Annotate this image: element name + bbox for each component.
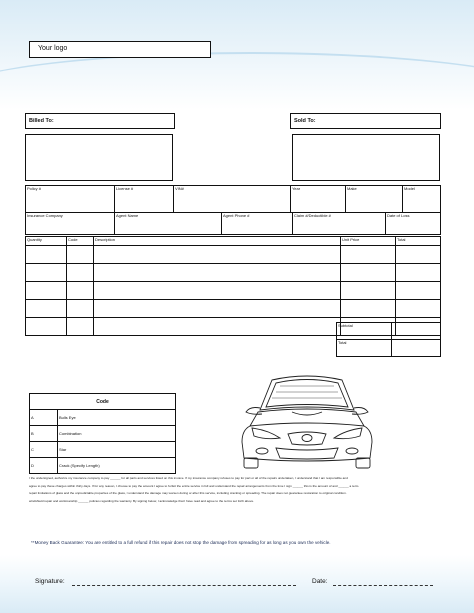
car-front-diagram[interactable] — [232, 368, 382, 473]
code-description: Crack (Specify Length) — [58, 458, 176, 474]
billed-to-header: Billed To: — [25, 113, 175, 129]
code-cell[interactable] — [67, 318, 94, 336]
code-letter: D — [30, 458, 58, 474]
vin-cell[interactable] — [174, 186, 291, 213]
terms-line: I the undersigned, authorize my insurance company to pay ______ for all parts and services listed on this invoice. If my insurance company refuses to pay for part or all of the repairs undertaken, I understand that I am responsible and — [29, 476, 348, 480]
agent-phone-label: Agent Phone # — [223, 213, 250, 218]
terms-line: repair limitations of glass and the unpredictable properties of the glass, I understand the damage may worsen during or after this service, including cracking or spreading. The repair does not guarantee restoration to original condition. — [29, 491, 347, 496]
signature-label: Signature: — [35, 578, 65, 585]
terms-fine-print — [29, 475, 441, 505]
description-cell[interactable] — [94, 246, 341, 264]
insurance-info-table — [25, 212, 441, 235]
model-cell[interactable] — [403, 186, 441, 213]
model-label: Model — [404, 186, 415, 191]
year-cell[interactable] — [291, 186, 346, 213]
license-cell[interactable] — [115, 186, 174, 213]
terms-line: agree to pay these charges within thirty days. If for any reason, I choose to pay the amount I agree to forfeit the entire service in full and understand the repair arrangements from the time I sign ______ this is the amount of and ______ a term. — [29, 483, 360, 488]
logo-placeholder[interactable]: Your logo — [29, 41, 211, 58]
date-label: Date: — [312, 578, 328, 585]
table-row — [26, 246, 441, 264]
quantity-cell[interactable] — [26, 300, 67, 318]
table-row — [26, 300, 441, 318]
code-legend-title: Code — [30, 394, 176, 410]
quantity-cell[interactable] — [26, 282, 67, 300]
money-back-guarantee: **Money Back Guarantee: You are entitled to a full refund if this repair does not stop the damage from spreading for as long as you own the vehicle. — [31, 540, 331, 545]
vin-label: VIN# — [175, 186, 184, 191]
unit-price-cell[interactable] — [341, 282, 396, 300]
sold-to-field[interactable] — [292, 134, 440, 181]
insurance-company-cell[interactable] — [26, 213, 115, 235]
claim-deductible-label: Claim #/Deductible # — [294, 213, 331, 218]
policy-label: Policy # — [27, 186, 42, 191]
description-cell[interactable] — [94, 264, 341, 282]
table-row — [26, 282, 441, 300]
code-description: Combination — [58, 426, 176, 442]
license-label: License # — [116, 186, 134, 191]
agent-phone-cell[interactable] — [222, 213, 293, 235]
make-cell[interactable] — [346, 186, 403, 213]
date-field[interactable] — [333, 583, 433, 586]
subtotal-label: Subtotal — [337, 323, 392, 340]
description-cell[interactable] — [94, 318, 341, 336]
total-cell[interactable] — [396, 282, 441, 300]
unit-price-cell[interactable] — [341, 300, 396, 318]
code-letter: A — [30, 410, 58, 426]
quantity-cell[interactable] — [26, 318, 67, 336]
unit-price-cell[interactable] — [341, 264, 396, 282]
table-row — [26, 264, 441, 282]
line-items-table — [25, 236, 441, 336]
insurance-company-label: Insurance Company — [27, 213, 63, 218]
code-legend-table — [29, 393, 176, 474]
description-cell[interactable] — [94, 282, 341, 300]
code-cell[interactable] — [67, 300, 94, 318]
date-of-loss-label: Date of Loss — [387, 213, 410, 218]
code-description: Star — [58, 442, 176, 458]
total-value[interactable] — [392, 340, 441, 357]
unit-price-header: Unit Price — [341, 237, 396, 246]
date-of-loss-cell[interactable] — [386, 213, 441, 235]
total-cell[interactable] — [396, 246, 441, 264]
total-label: Total — [337, 340, 392, 357]
code-cell[interactable] — [67, 246, 94, 264]
totals-table — [336, 322, 441, 357]
year-label: Year — [292, 186, 301, 191]
subtotal-value[interactable] — [392, 323, 441, 340]
signature-field[interactable] — [72, 583, 296, 586]
total-header: Total — [396, 237, 441, 246]
description-cell[interactable] — [94, 300, 341, 318]
quantity-cell[interactable] — [26, 246, 67, 264]
description-header: Description — [94, 237, 341, 246]
quantity-cell[interactable] — [26, 264, 67, 282]
claim-deductible-cell[interactable] — [293, 213, 386, 235]
total-cell[interactable] — [396, 264, 441, 282]
unit-price-cell[interactable] — [341, 246, 396, 264]
quantity-header: Quantity — [26, 237, 67, 246]
code-cell[interactable] — [67, 282, 94, 300]
make-label: Make — [347, 186, 357, 191]
total-cell[interactable] — [396, 300, 441, 318]
terms-line: windshield repair and workmanship ______ policies regarding the warranty. By signing below, I acknowledge that I have read and agree to the terms set forth above. — [29, 498, 255, 503]
policy-cell[interactable] — [26, 186, 115, 213]
code-cell[interactable] — [67, 264, 94, 282]
code-letter: C — [30, 442, 58, 458]
billed-to-field[interactable] — [25, 134, 173, 181]
code-header: Code — [67, 237, 94, 246]
vehicle-info-table — [25, 185, 441, 213]
agent-name-label: Agent Name — [116, 213, 139, 218]
sold-to-header: Sold To: — [290, 113, 441, 129]
code-description: Bulls Eye — [58, 410, 176, 426]
agent-name-cell[interactable] — [115, 213, 222, 235]
code-letter: B — [30, 426, 58, 442]
